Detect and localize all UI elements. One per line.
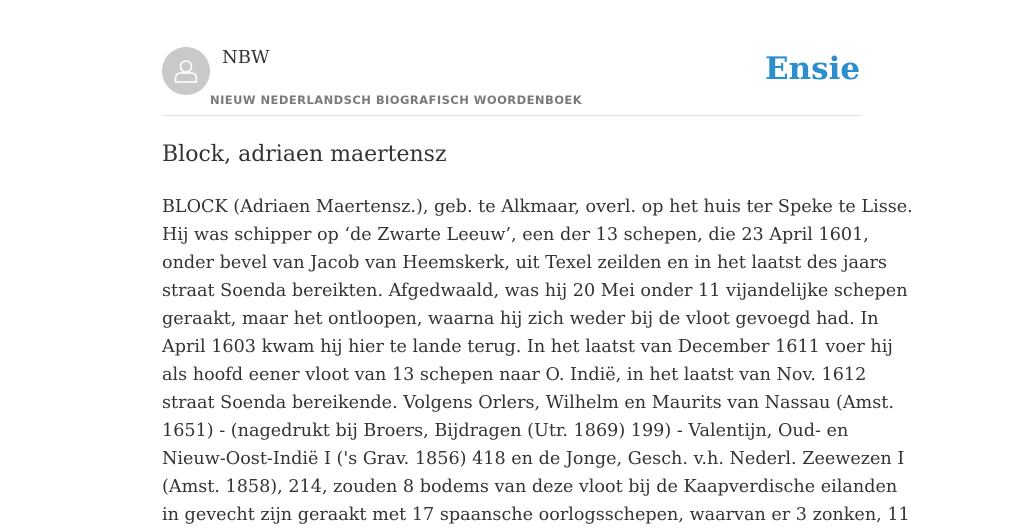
article-line: onder bevel van Jacob van Heemskerk, uit Texel zeilden en in het laatst des jaars [162, 253, 887, 273]
header-divider [162, 115, 862, 116]
article-line: April 1603 kwam hij hier te lande terug. In het laatst van December 1611 voer hij [162, 337, 893, 357]
article-line: Nieuw-Oost-Indië I ('s Grav. 1856) 418 en de Jonge, Gesch. v.h. Nederl. Zeewezen I [162, 449, 905, 469]
article-line: straat Soenda bereikten. Afgedwaald, was hij 20 Mei onder 11 vijandelijke schepen [162, 281, 908, 301]
article-body [162, 193, 913, 529]
source-full-title: NIEUW NEDERLANDSCH BIOGRAFISCH WOORDENBOEK [210, 93, 583, 107]
user-icon [162, 47, 210, 95]
article-line: geraakt, maar het ontloopen, waarna hij zich weder bij de vloot gevoegd had. In [162, 309, 879, 329]
article-line: in gevecht zijn geraakt met 17 spaansche oorlogsschepen, waarvan er 3 zonken, 11 [162, 505, 910, 525]
article-line: Hij was schipper op ‘de Zwarte Leeuw’, een der 13 schepen, die 23 April 1601, [162, 225, 869, 245]
article-title: Block, adriaen maertensz [162, 142, 447, 167]
article-line: straat Soenda bereikende. Volgens Orlers, Wilhelm en Maurits van Nassau (Amst. [162, 393, 894, 413]
source-avatar[interactable] [162, 47, 210, 95]
article-line: (Amst. 1858), 214, zouden 8 bodems van deze vloot bij de Kaapverdische eilanden [162, 477, 898, 497]
article-line: 1651) - (nagedrukt bij Broers, Bijdragen (Utr. 1869) 199) - Valentijn, Oud- en [162, 421, 849, 441]
article-line: BLOCK (Adriaen Maertensz.), geb. te Alkmaar, overl. op het huis ter Speke te Lisse. [162, 197, 913, 217]
article-line: als hoofd eener vloot van 13 schepen naar O. Indië, in het laatst van Nov. 1612 [162, 365, 867, 385]
ensie-logo[interactable]: Ensie [765, 51, 861, 87]
source-name[interactable]: NBW [222, 47, 270, 68]
